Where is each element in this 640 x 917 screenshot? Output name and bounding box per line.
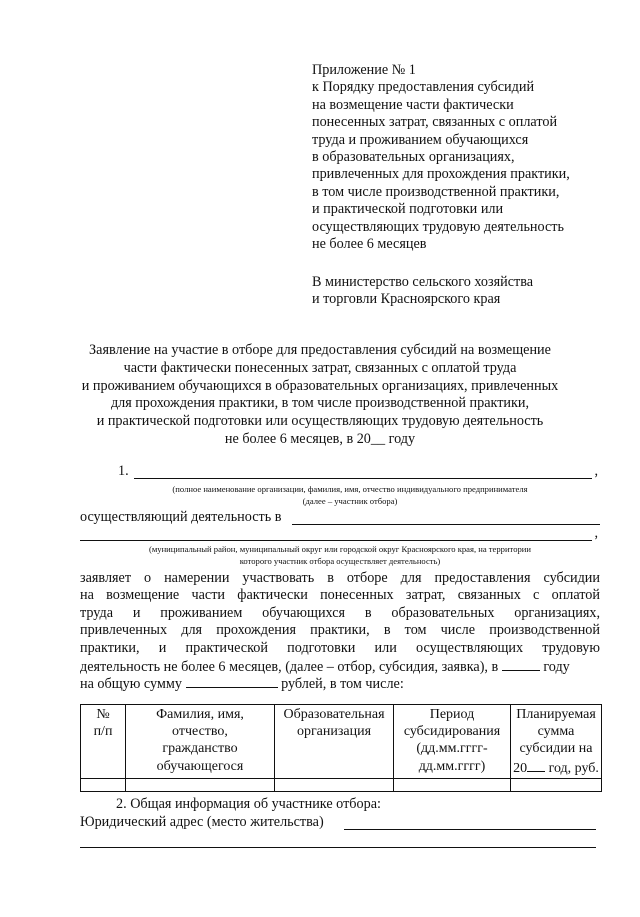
table-header-row [81, 705, 602, 779]
year-text-before: деятельность не более 6 месяцев, (далее – отбор, субсидия, заявка), в [80, 658, 499, 675]
header-text: субсидирования [403, 724, 501, 740]
header-text: дд.мм.гггг) [418, 758, 486, 774]
paragraph-line-year [80, 657, 600, 674]
table-cell[interactable] [394, 778, 511, 791]
paragraph-line: привлеченных для прохождения практики, в том числе производственной [80, 622, 600, 639]
territory-field[interactable] [80, 540, 592, 541]
header-text: № [96, 707, 110, 722]
table-cell[interactable] [511, 778, 602, 791]
header-text: гражданство [162, 741, 238, 757]
addressee-line: В министерство сельского хозяйства [312, 274, 534, 290]
appendix-block [312, 62, 612, 253]
appendix-line: Приложение № 1 [312, 62, 416, 78]
appendix-line: осуществляющих трудовую деятельность [312, 218, 564, 235]
title-line: и проживанием обучающихся в образовательных организациях, привлеченных [81, 377, 559, 394]
hint-line: (муниципальный район, муниципальный округ или городской округ Красноярского края, на территории [148, 544, 531, 554]
header-period [394, 705, 511, 779]
appendix-line: и практической подготовки или [312, 201, 504, 218]
appendix-line: труда и проживанием обучающихся [312, 131, 529, 148]
legal-address-field[interactable] [344, 829, 596, 830]
header-text: Образовательная [283, 707, 385, 722]
header-number [81, 705, 126, 779]
declaration-paragraph [80, 570, 600, 692]
title-line: для прохождения практики, в том числе производственной практики, [110, 395, 530, 412]
paragraph-line: на возмещение части фактически понесенных затрат, связанных с оплатой [80, 587, 600, 604]
subsidy-table [80, 704, 602, 792]
table-cell[interactable] [126, 778, 275, 791]
header-text: сумма [537, 724, 575, 740]
table-cell[interactable] [81, 778, 126, 791]
section-general-info [80, 796, 600, 848]
paragraph-line: труда и проживанием обучающихся в образовательных организациях, [80, 604, 600, 621]
appendix-line: в том числе производственной практики, [312, 183, 560, 200]
year-field[interactable] [502, 657, 540, 671]
item-number: 1. [118, 463, 129, 479]
activity-row [80, 509, 600, 527]
appendix-line: к Порядку предоставления субсидий [312, 79, 535, 96]
paragraph-line-sum [80, 674, 600, 691]
territory-row [80, 525, 600, 542]
comma: , [594, 463, 598, 479]
hint-line: которого участник отбора осуществляет деятельность) [239, 556, 441, 566]
header-text: Период [429, 707, 475, 722]
title-line: части фактически понесенных затрат, связанных с оплатой труда [123, 359, 517, 376]
title-line: и практической подготовки или осуществляющих трудовую деятельность [96, 413, 544, 430]
table-row [81, 778, 602, 791]
hint-line: (полное наименование организации, фамилия, имя, отчество индивидуального предпринимателя [172, 484, 528, 494]
addressee-line: и торговли Красноярского края [312, 291, 501, 308]
paragraph-line: практики, и практической подготовки или осуществляющих трудовую [80, 639, 600, 656]
header-student-name [126, 705, 275, 779]
activity-field[interactable] [292, 524, 600, 525]
title-line: не более 6 месяцев, в 20__ году [224, 430, 416, 447]
header-organization [275, 705, 394, 779]
addressee-block [312, 274, 612, 309]
title-line: Заявление на участие в отборе для предоставления субсидий на возмещение [89, 342, 551, 358]
legal-address-label: Юридический адрес (место жительства) [80, 813, 324, 830]
appendix-line: привлеченных для прохождения практики, [312, 166, 570, 183]
participant-name-hint [100, 483, 600, 507]
header-text: обучающегося [156, 758, 244, 774]
appendix-line: не более 6 месяцев [312, 236, 427, 253]
sum-text-after: рублей, в том числе: [281, 676, 404, 693]
header-text: отчество, [172, 724, 228, 740]
header-text: год, руб. [548, 760, 599, 776]
legal-address-row [80, 814, 600, 832]
comma: , [594, 525, 598, 541]
header-text-year [513, 758, 599, 777]
appendix-line: на возмещение части фактически [312, 96, 514, 113]
table-year-field[interactable] [527, 758, 545, 772]
appendix-line: в образовательных организациях, [312, 149, 515, 166]
paragraph-line: заявляет о намерении участвовать в отборе для предоставления субсидии [80, 570, 600, 586]
section-heading: 2. Общая информация об участнике отбора: [116, 796, 381, 812]
header-text: организация [296, 724, 372, 740]
header-text: Планируемая [516, 707, 596, 722]
table-cell[interactable] [275, 778, 394, 791]
application-title [70, 342, 570, 449]
hint-line: (далее – участник отбора) [302, 496, 398, 506]
territory-hint [80, 543, 600, 567]
appendix-line: понесенных затрат, связанных с оплатой [312, 114, 558, 131]
header-text: Фамилия, имя, [156, 707, 244, 722]
header-text: 20 [513, 760, 528, 776]
total-sum-field[interactable] [186, 674, 278, 688]
participant-name-field[interactable] [134, 478, 592, 479]
participant-name-row [118, 463, 602, 481]
header-text: (дд.мм.гггг- [416, 741, 488, 757]
header-text: п/п [93, 724, 113, 740]
year-text-after: году [543, 658, 570, 675]
activity-label: осуществляющий деятельность в [80, 509, 282, 525]
legal-address-field-continuation[interactable] [80, 831, 596, 848]
header-text: субсидии на [519, 741, 593, 757]
header-planned-sum [511, 705, 602, 779]
sum-text-before: на общую сумму [80, 676, 182, 693]
